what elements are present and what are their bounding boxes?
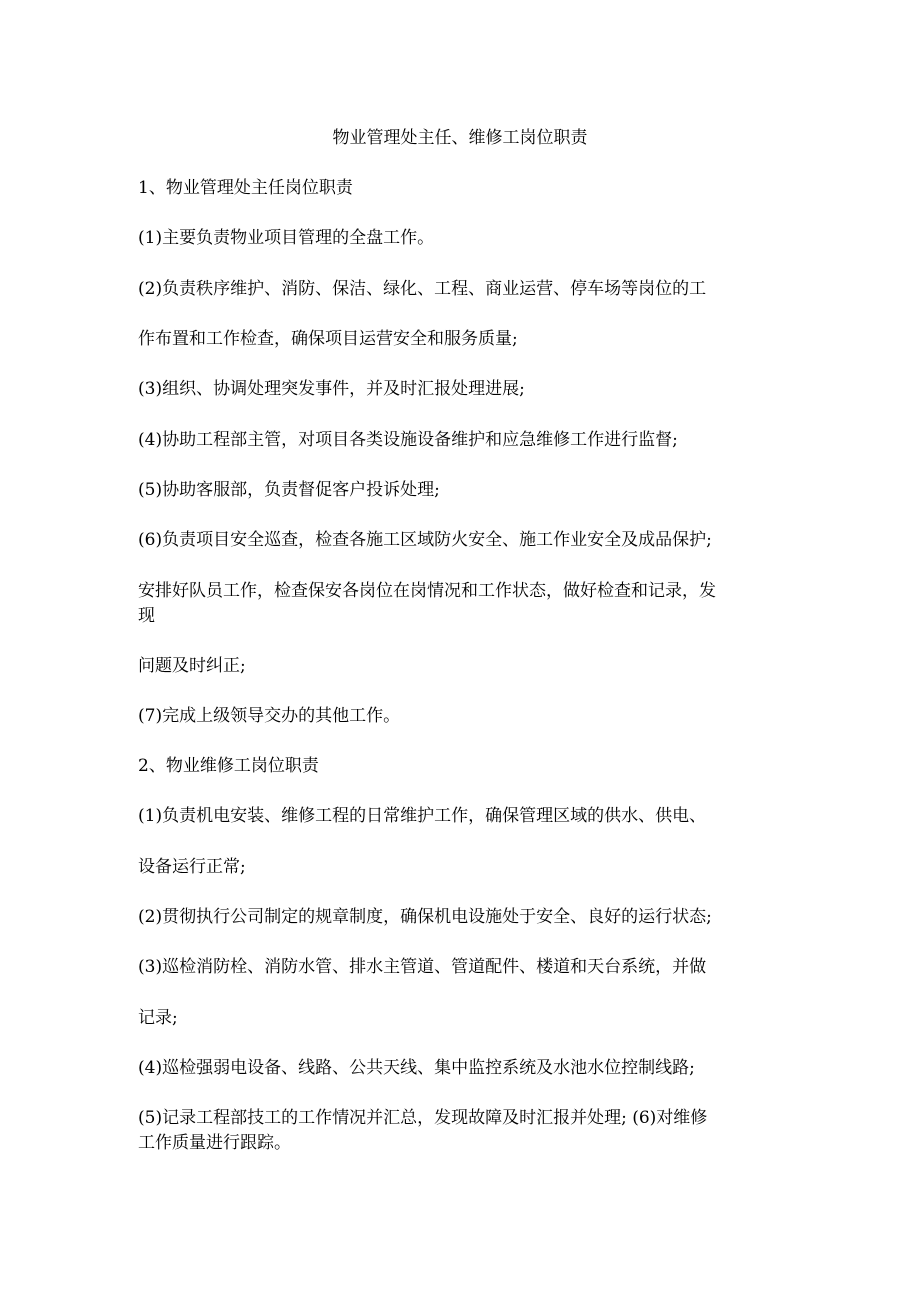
section2-line-8: 工作质量进行跟踪。 [138,1133,291,1153]
section2-line-1: (1)负责机电安装、维修工程的日常维护工作，确保管理区域的供水、供电、 [138,806,707,826]
section1-line-5: (4)协助工程部主管，对项目各类设施设备维护和应急维修工作进行监督; [138,430,678,450]
section1-line-2: (2)负责秩序维护、消防、保洁、绿化、工程、商业运营、停车场等岗位的工 [138,279,707,299]
section1-line-8: 安排好队员工作，检查保安各岗位在岗情况和工作状态，做好检查和记录，发 [138,581,716,601]
section1-heading: 1、物业管理处主任岗位职责 [138,178,353,198]
section1-line-7: (6)负责项目安全巡查，检查各施工区域防火安全、施工作业安全及成品保护; [138,530,712,550]
section1-line-10: 问题及时纠正; [138,656,246,676]
section2-line-5: 记录; [138,1008,178,1028]
section1-line-4: (3)组织、协调处理突发事件，并及时汇报处理进展; [138,379,525,399]
section1-line-3: 作布置和工作检查，确保项目运营安全和服务质量; [138,329,518,349]
section2-line-3: (2)贯彻执行公司制定的规章制度，确保机电设施处于安全、良好的运行状态; [138,907,712,927]
section1-line-11: (7)完成上级领导交办的其他工作。 [138,706,401,726]
section1-line-9: 现 [138,606,155,626]
section1-line-1: (1)主要负责物业项目管理的全盘工作。 [138,228,435,248]
section2-line-6: (4)巡检强弱电设备、线路、公共天线、集中监控系统及水池水位控制线路; [138,1058,695,1078]
section2-line-7: (5)记录工程部技工的工作情况并汇总，发现故障及时汇报并处理; (6)对维修 [138,1108,708,1128]
section2-line-4: (3)巡检消防栓、消防水管、排水主管道、管道配件、楼道和天台系统，并做 [138,957,707,977]
section2-line-2: 设备运行正常; [138,857,246,877]
section1-line-6: (5)协助客服部，负责督促客户投诉处理; [138,480,440,500]
document-title: 物业管理处主任、维修工岗位职责 [332,128,588,148]
section2-heading: 2、物业维修工岗位职责 [138,756,319,776]
